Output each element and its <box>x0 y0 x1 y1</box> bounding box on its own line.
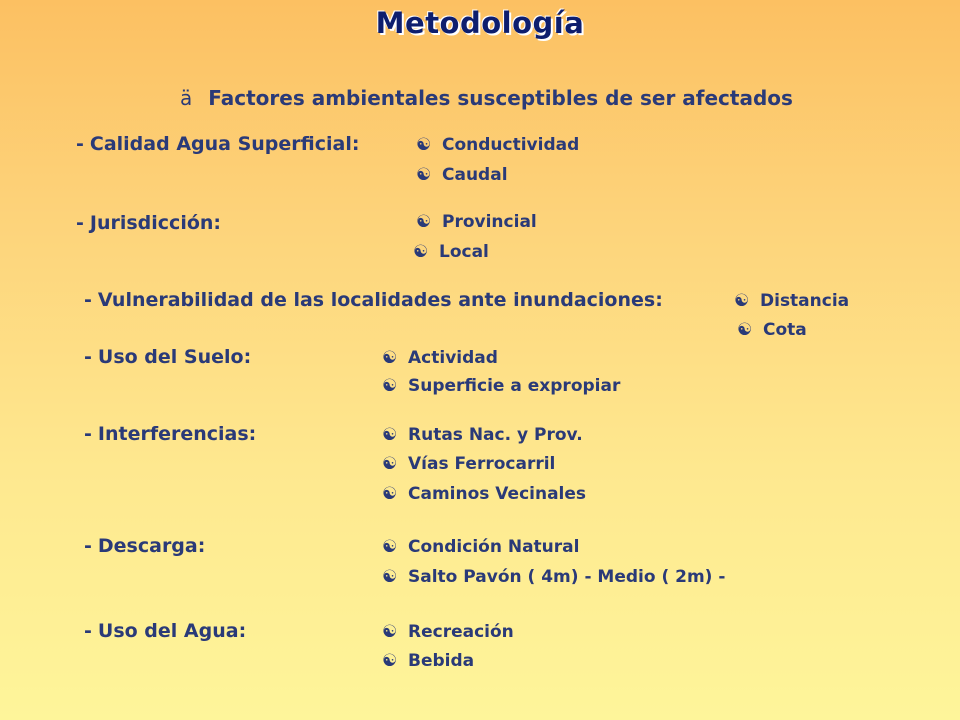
factor-item <box>416 135 579 155</box>
factor-item-text: Superficie a expropiar <box>408 376 621 396</box>
factor-label-text: Interferencias: <box>97 423 257 445</box>
factor-item-text: Cota <box>763 320 807 340</box>
yin-yang-bullet-icon: ☯ <box>734 291 750 311</box>
factor-item <box>382 537 579 557</box>
factor-label-uso-suelo <box>84 346 251 368</box>
yin-yang-bullet-icon: ☯ <box>382 567 398 587</box>
yin-yang-bullet-icon: ☯ <box>413 242 429 262</box>
factor-item-text: Recreación <box>408 622 514 642</box>
factor-label-text: Descarga: <box>97 535 206 557</box>
factor-item <box>734 291 849 311</box>
factor-item-text: Distancia <box>760 291 850 311</box>
dash: - <box>84 620 92 642</box>
yin-yang-bullet-icon: ☯ <box>382 537 398 557</box>
factor-item-text: Caudal <box>442 165 508 185</box>
factor-item-text: Conductividad <box>442 135 580 155</box>
dash: - <box>76 212 84 234</box>
dash: - <box>84 535 92 557</box>
factor-item <box>382 348 498 368</box>
dash: - <box>84 423 92 445</box>
yin-yang-bullet-icon: ☯ <box>382 651 398 671</box>
factor-item <box>416 165 508 185</box>
yin-yang-bullet-icon: ☯ <box>382 484 398 504</box>
dash: - <box>76 133 84 155</box>
yin-yang-bullet-icon: ☯ <box>382 425 398 445</box>
factor-item <box>416 212 537 232</box>
yin-yang-bullet-icon: ☯ <box>382 622 398 642</box>
yin-yang-bullet-icon: ☯ <box>737 320 753 340</box>
factor-item-text: Bebida <box>408 651 475 671</box>
factor-item <box>382 567 725 587</box>
dash: - <box>84 346 92 368</box>
factor-item-text: Actividad <box>408 348 498 368</box>
factor-item-text: Rutas Nac. y Prov. <box>408 425 583 445</box>
yin-yang-bullet-icon: ☯ <box>382 454 398 474</box>
dash: - <box>84 289 92 311</box>
factor-item <box>737 320 807 340</box>
factor-label-uso-agua <box>84 620 246 642</box>
subtitle <box>180 86 793 110</box>
factor-label-text: Uso del Agua: <box>97 620 247 642</box>
factor-item-text: Vías Ferrocarril <box>408 454 556 474</box>
yin-yang-bullet-icon: ☯ <box>382 376 398 396</box>
factor-label-vulnerabilidad <box>84 289 663 311</box>
factor-item <box>413 242 489 262</box>
factor-label-interferencias <box>84 423 256 445</box>
factor-label-text: Uso del Suelo: <box>97 346 252 368</box>
subtitle-text: Factores ambientales susceptibles de ser afectados <box>208 86 793 110</box>
yin-yang-bullet-icon: ☯ <box>382 348 398 368</box>
factor-item-text: Provincial <box>442 212 537 232</box>
factor-item <box>382 425 583 445</box>
factor-label-text: Vulnerabilidad de las localidades ante inundaciones: <box>97 289 663 311</box>
factor-item-text: Local <box>439 242 489 262</box>
factor-item <box>382 454 555 474</box>
factor-item <box>382 484 586 504</box>
yin-yang-bullet-icon: ☯ <box>416 135 432 155</box>
yin-yang-bullet-icon: ☯ <box>416 212 432 232</box>
factor-label-text: Jurisdicción: <box>89 212 222 234</box>
factor-item <box>382 651 474 671</box>
page-title: Metodología <box>375 6 585 40</box>
factor-item <box>382 622 514 642</box>
yin-yang-bullet-icon: ☯ <box>416 165 432 185</box>
factor-item-text: Salto Pavón ( 4m) - Medio ( 2m) - <box>408 567 726 587</box>
factor-item-text: Caminos Vecinales <box>408 484 587 504</box>
factor-label-text: Calidad Agua Superficial: <box>89 133 360 155</box>
factor-item-text: Condición Natural <box>408 537 580 557</box>
arrow-bullet-icon: ä <box>180 86 193 110</box>
factor-label-calidad-agua <box>76 133 359 155</box>
factor-label-descarga <box>84 535 205 557</box>
factor-item <box>382 376 620 396</box>
factor-label-jurisdiccion <box>76 212 221 234</box>
